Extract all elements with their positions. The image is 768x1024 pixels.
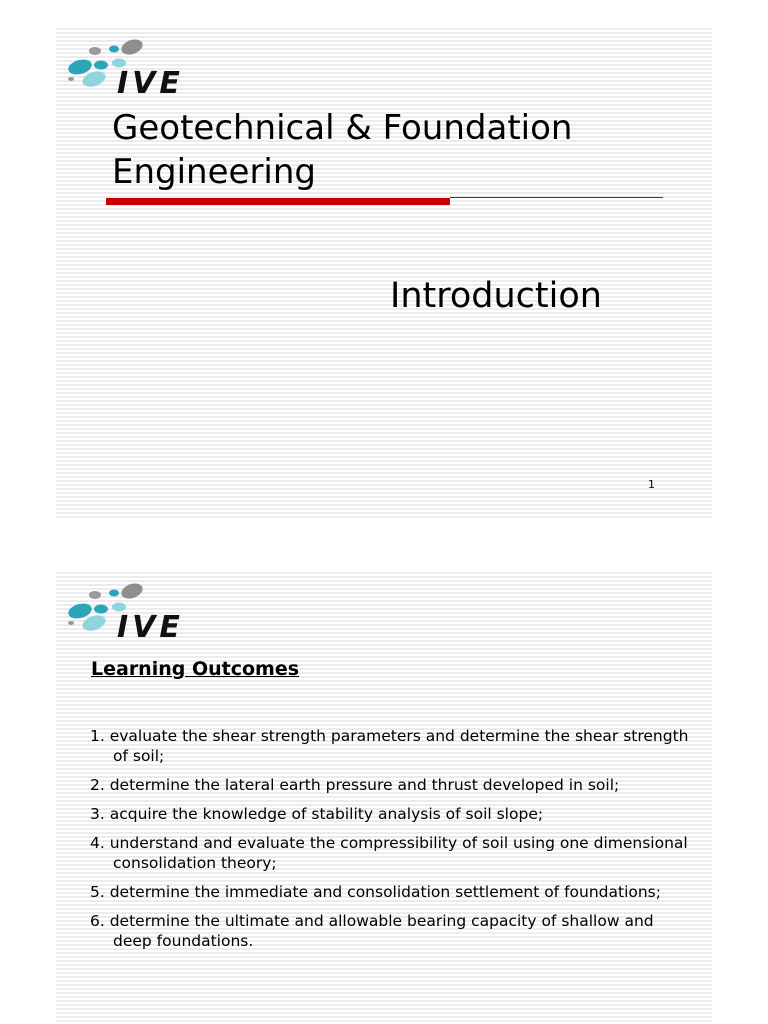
list-item: 6. determine the ultimate and allowable bearing capacity of shallow and deep foundations.: [90, 912, 654, 950]
slide-1: [56, 26, 712, 518]
learning-outcomes-list: [90, 726, 690, 960]
slide-title: [112, 106, 572, 194]
ive-logo-dots-icon: [62, 582, 192, 642]
title-underline-thick: [106, 198, 450, 205]
ive-logo: [62, 38, 192, 98]
slide-2: [56, 570, 712, 1024]
ive-logo: [62, 582, 192, 642]
list-item: 5. determine the immediate and consolidation settlement of foundations;: [90, 883, 661, 901]
title-underline-thin: [450, 197, 663, 198]
list-item: 4. understand and evaluate the compressibility of soil using one dimensional consolidation theory;: [90, 834, 688, 872]
slide-subtitle: Introduction: [390, 276, 602, 316]
list-item: 3. acquire the knowledge of stability analysis of soil slope;: [90, 805, 544, 823]
svg-text:IVE: IVE: [117, 66, 184, 98]
ive-logo-dots-icon: [62, 38, 192, 98]
slide-title-line-2: Engineering: [112, 152, 316, 192]
list-item: 1. evaluate the shear strength parameters and determine the shear strength of soil;: [90, 727, 689, 765]
svg-text:IVE: IVE: [117, 610, 184, 642]
list-item: 2. determine the lateral earth pressure and thrust developed in soil;: [90, 776, 620, 794]
learning-outcomes-heading: Learning Outcomes: [91, 658, 300, 680]
page-number: 1: [648, 478, 655, 491]
slide-title-line-1: Geotechnical & Foundation: [112, 108, 573, 148]
